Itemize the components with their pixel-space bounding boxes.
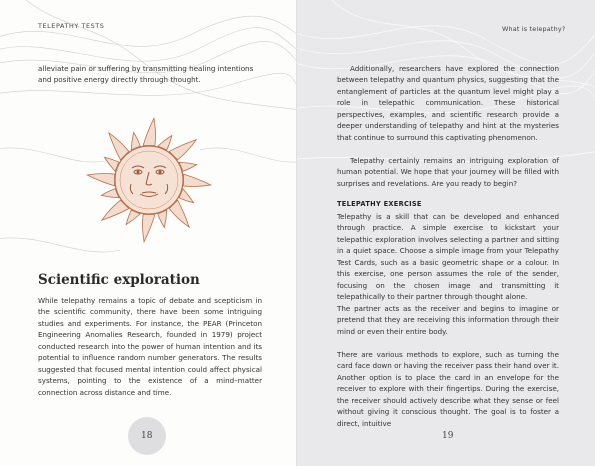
paragraph-2: Telepathy certainly remains an intriguing exploration of human potential. We hope that your journey will be filled with surprises and revelations. Are you ready to begin? [337,156,559,188]
page-number: 18 [141,431,153,441]
exercise-paragraph-2: The partner acts as the receiver and begins to imagine or pretend that they are receiving this information through their mind or even their entire body. [337,304,559,336]
exercise-heading: TELEPATHY EXERCISE [337,200,422,208]
right-page [297,0,595,466]
running-header: What is telepathy? [502,25,566,33]
page-number: 19 [442,431,454,441]
sun-face-illustration [84,88,214,278]
running-header: TELEPATHY TESTS [38,22,105,30]
sun-ray [143,214,155,241]
intro-text: alleviate pain or suffering by transmitting healing intentions and positive energy directly through thought. [38,64,254,85]
paragraph-1: Additionally, researchers have explored the connection between telepathy and quantum physics, suggesting that the entanglement of particles at the quantum level might play a role in telepathic communication. These historical perspectives, examples, and scientific research provide a deeper understanding of telepathy and hint at the mysteries that continue to surround this captivating phenomenon. [337,64,559,142]
sun-ray [87,174,114,186]
sun-disc [115,146,183,214]
section-heading: Scientific exploration [38,272,200,288]
section-text: While telepathy remains a topic of debate and scepticism in the scientific community, there have been some intriguing studies and experiments. For instance, the PEAR (Princeton Engineering Anomalies Research, founded in 1979) project conducted research into the power of human intention and its potential to influence random number generators. The results suggested that focused mental intention could affect physical systems, pointing to the existence of a mind–matter connection across distance and time. [38,296,262,397]
left-page [0,0,297,466]
sun-ray [143,118,155,145]
exercise-paragraph-1: Telepathy is a skill that can be developed and enhanced through practice. A simple exercise to kickstart your telepathic exploration involves selecting a partner and sitting in a quiet space. Choose a simple image from your Telepathy Test Cards, such as a basic geometric shape or a colour. In this exercise, one person assumes the role of the sender, focusing on the chosen image and transmitting it telepathically to their partner through thought alone. [337,212,559,302]
exercise-paragraph-3: There are various methods to explore, such as turning the card face down or having the receiver pass their hand over it. Another option is to place the card in an envelope for the receiver to explore with their fingertips. During the exercise, the receiver should actively describe what they sense or feel without giving it conscious thought. The goal is to foster a direct, intuitive [337,350,559,428]
sun-ray [183,174,210,186]
